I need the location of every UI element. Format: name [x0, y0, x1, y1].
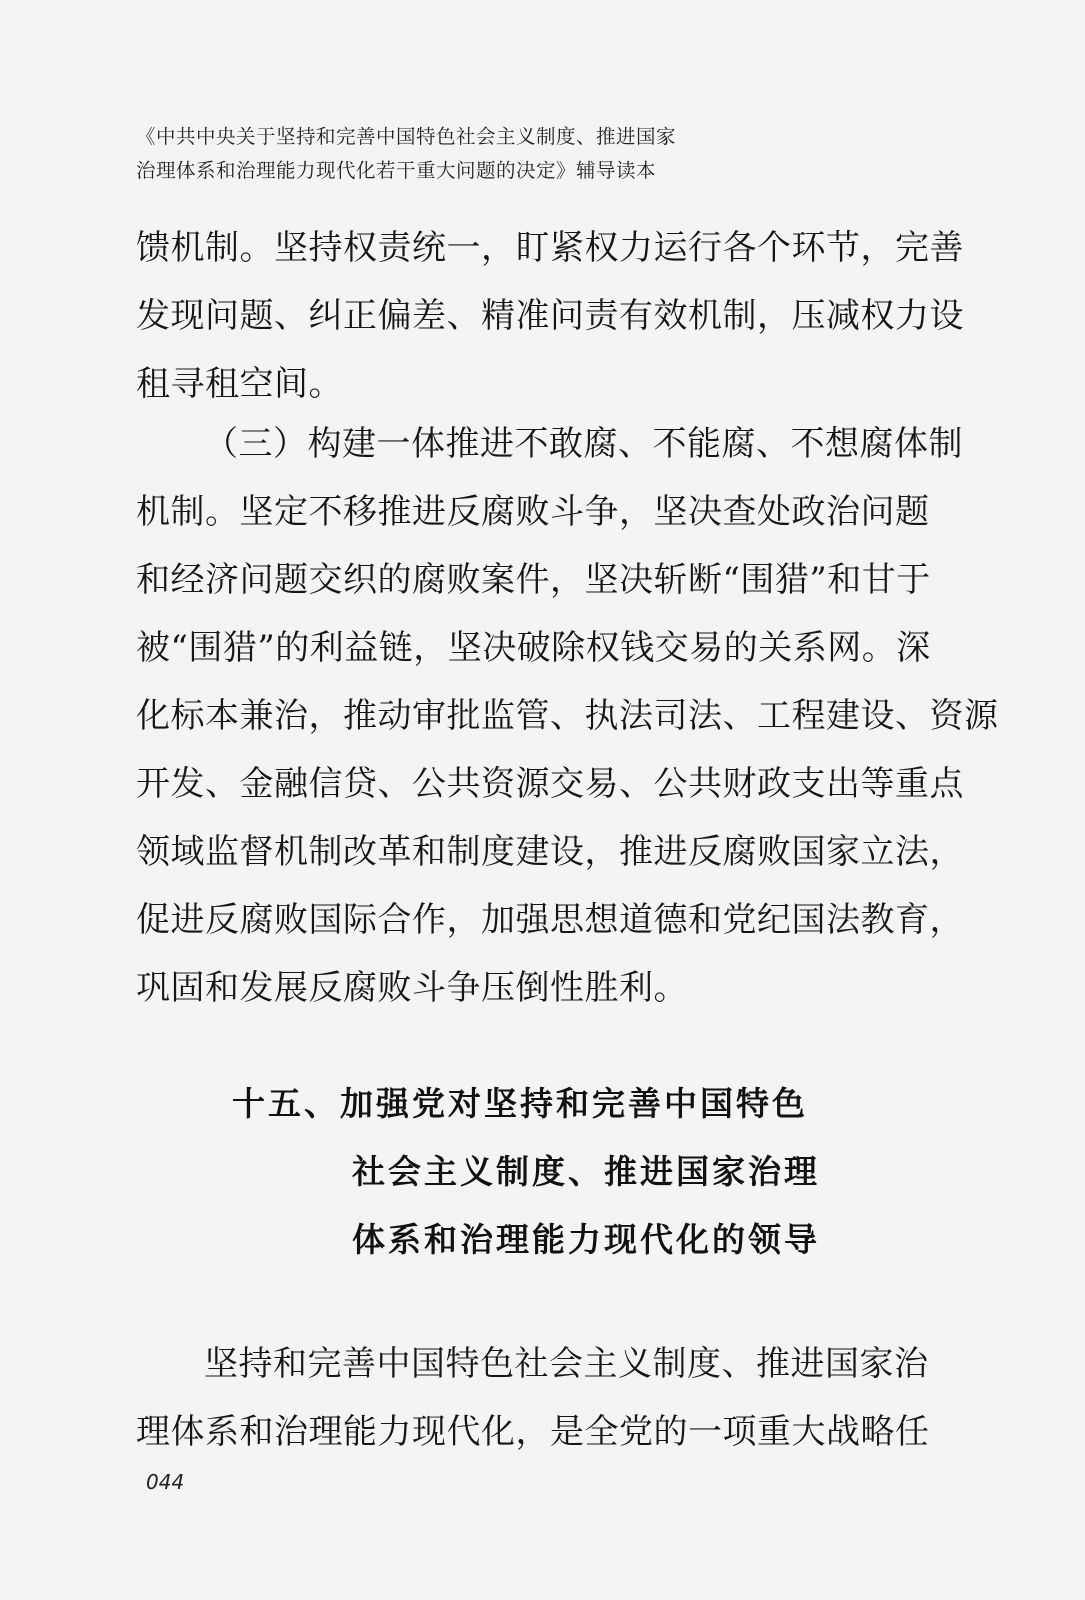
text-line: 馈机制。坚持权责统一，盯紧权力运行各个环节，完善	[136, 228, 964, 268]
text-line: （三）构建一体推进不敢腐、不能腐、不想腐体制	[204, 424, 963, 464]
section-title-line: 十五、加强党对坚持和完善中国特色	[232, 1084, 808, 1123]
running-header-line: 治理体系和治理能力现代化若干重大问题的决定》辅导读本	[136, 159, 657, 182]
text-line: 开发、金融信贷、公共资源交易、公共财政支出等重点	[136, 764, 964, 804]
running-header	[136, 120, 956, 188]
paragraph	[136, 1330, 966, 1466]
section-title	[232, 1070, 820, 1274]
paragraph	[136, 214, 966, 418]
text-line: 促进反腐败国际合作，加强思想道德和党纪国法教育，	[136, 900, 964, 940]
text-line: 化标本兼治，推动审批监管、执法司法、工程建设、资源	[136, 696, 999, 736]
text-line: 理体系和治理能力现代化，是全党的一项重大战略任	[136, 1412, 930, 1452]
text-line: 巩固和发展反腐败斗争压倒性胜利。	[136, 968, 688, 1008]
text-line: 发现问题、纠正偏差、精准问责有效机制，压减权力设	[136, 296, 964, 336]
text-line: 租寻租空间。	[136, 364, 343, 404]
section-title-line: 社会主义制度、推进国家治理	[352, 1152, 820, 1191]
page-number: 044	[146, 1470, 185, 1494]
text-line: 领域监督机制改革和制度建设，推进反腐败国家立法，	[136, 832, 964, 872]
text-line: 被“围猎”的利益链，坚决破除权钱交易的关系网。深	[136, 628, 931, 668]
text-line: 机制。坚定不移推进反腐败斗争，坚决查处政治问题	[136, 492, 930, 532]
text-line: 坚持和完善中国特色社会主义制度、推进国家治	[204, 1344, 929, 1384]
paragraph	[136, 410, 999, 1022]
running-header-line: 《中共中央关于坚持和完善中国特色社会主义制度、推进国家	[136, 125, 677, 148]
section-title-line: 体系和治理能力现代化的领导	[352, 1220, 820, 1259]
text-line: 和经济问题交织的腐败案件，坚决斩断“围猎”和甘于	[136, 560, 931, 600]
